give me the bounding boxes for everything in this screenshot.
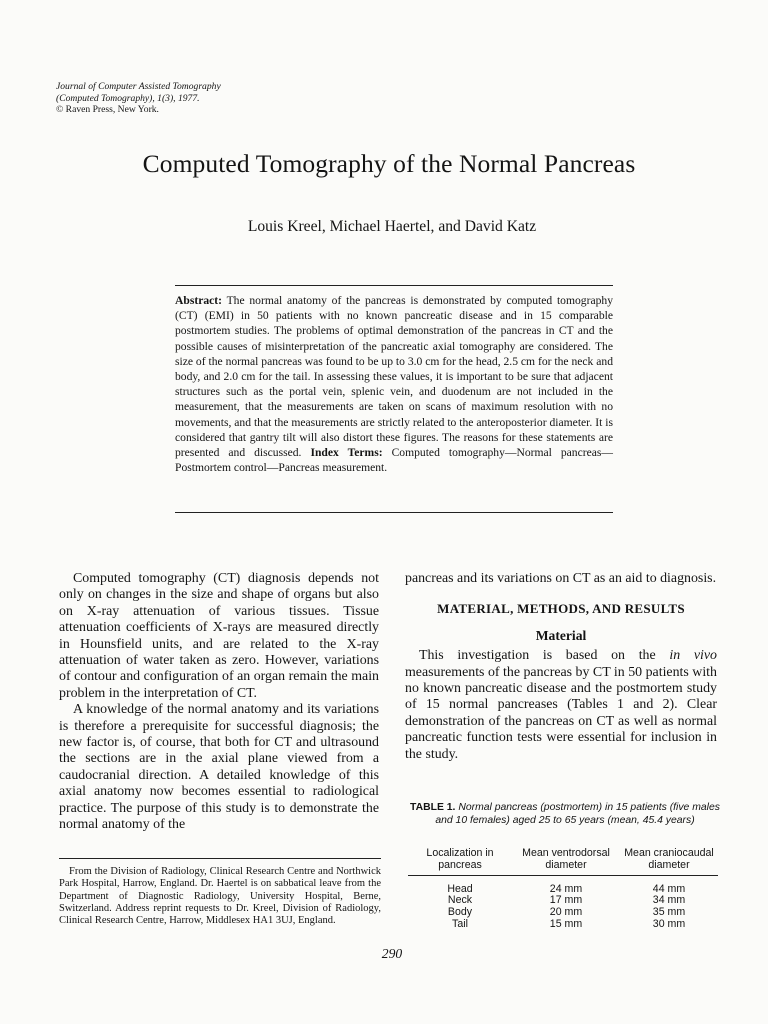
table-cell: Tail — [452, 917, 468, 930]
table-1 — [408, 847, 718, 931]
table-row — [408, 919, 718, 931]
table-1-caption-text: Normal pancreas (postmortem) in 15 patients (five males and 10 females) aged 25 to 65 years (mean, 45.4 years) — [435, 802, 720, 826]
journal-volume: (Computed Tomography), 1(3), 1977. — [56, 92, 200, 104]
abstract-text: The normal anatomy of the pancreas is demonstrated by computed tomography (CT) (EMI) in 50 patients with no known pancreatic disease and in 15 comparable postmortem studies. The problems of optimal demonstration of the pancreas in CT and the possible causes of misinterpretation of the pancreatic axial tomography are considered. The size of the normal pancreas was found to be up to 3.0 cm for the head, 2.5 cm for the neck and body, and 2.0 cm for the tail. In assessing these values, it is important to be sure that adjacent structures such as the portal vein, splenic vein, and duodenum are not included in the measurement, that the measurements are taken on scans of maximum resolution with no movements, and that the measurements are strictly related to the anteroposterior diameter. It is considered that gantry tilt will also distort these figures. The reasons for these statements are presented and discussed. — [175, 294, 613, 460]
table-cell: 17 mm — [549, 894, 583, 907]
page-number: 290 — [381, 946, 403, 961]
footnote-rule — [59, 858, 381, 859]
left-column — [59, 571, 379, 834]
table-header-cell: Localization in pancreas — [426, 847, 494, 871]
abstract-label: Abstract: — [175, 294, 223, 307]
abstract-bottom-rule — [175, 512, 613, 513]
table-1-caption — [410, 801, 720, 827]
paper-title: Computed Tomography of the Normal Pancreas — [142, 149, 636, 178]
material-paragraph: This investigation is based on the in vivo measurements of the pancreas by CT in 50 patients with no known pancreatic disease and the postmortem study of 15 normal pancreases (Tables 1 and 2). Clear demonstration of the pancreas on CT as well as normal pancreatic function tests were essential for inclusion in the study. — [405, 648, 717, 762]
table-cell: Body — [447, 906, 473, 919]
table-cell: 24 mm — [549, 882, 583, 895]
paper-authors: Louis Kreel, Michael Haertel, and David Katz — [247, 218, 537, 235]
journal-citation — [56, 81, 221, 116]
table-cell: Head — [447, 882, 473, 895]
index-terms-text: Computed tomography—Normal pancreas—Postmortem control—Pancreas measurement. — [175, 446, 614, 475]
index-terms-label: Index Terms: — [310, 446, 383, 460]
subsection-heading: Material — [535, 627, 587, 643]
section-heading: MATERIAL, METHODS, AND RESULTS — [437, 601, 685, 617]
table-cell: Neck — [447, 894, 473, 907]
table-row — [408, 875, 718, 895]
table-cell: 35 mm — [652, 906, 686, 919]
table-cell: 44 mm — [652, 882, 686, 895]
table-cell: 15 mm — [549, 917, 583, 930]
table-header-cell: Mean ventrodorsal diameter — [522, 847, 610, 871]
table-header-row — [408, 847, 718, 875]
table-cell: 30 mm — [652, 917, 686, 930]
journal-publisher: © Raven Press, New York. — [56, 104, 159, 116]
table-cell: 20 mm — [549, 906, 583, 919]
right-column — [405, 571, 717, 763]
table-cell: 34 mm — [652, 894, 686, 907]
table-1-label: TABLE 1. — [410, 802, 456, 813]
intro-paragraph-2: A knowledge of the normal anatomy and its variations is therefore a prerequisite for successful diagnosis; the new factor is, of course, that both for CT and ultrasound the sections are in the axial plane viewed from a caudocranial direction. A detailed knowledge of this axial anatomy now becomes essential to radiological practice. The purpose of this study is to demonstrate the normal anatomy of the — [59, 702, 379, 833]
abstract — [175, 293, 613, 475]
journal-name: Journal of Computer Assisted Tomography — [56, 81, 221, 92]
footnote: From the Division of Radiology, Clinical Research Centre and Northwick Park Hospital, Harrow, England. Dr. Haertel is on sabbatical leave from the Department of Diagnostic Radiology, University Hospital, Berne, Switzerland. Address reprint requests to Dr. Kreel, Division of Radiology, Clinical Research Centre, Harrow, Middlesex HA1 3UJ, England. — [59, 866, 381, 927]
abstract-top-rule — [175, 285, 613, 286]
table-header-cell: Mean craniocaudal diameter — [624, 847, 714, 871]
continued-paragraph: pancreas and its variations on CT as an aid to diagnosis. — [405, 571, 717, 586]
intro-paragraph-1: Computed tomography (CT) diagnosis depends not only on changes in the size and shape of organs but also on X-ray attenuation of various tissues. Tissue attenuation coefficients of X-rays are measured directly in Hounsfield units, and are related to the X-ray attenuation of water taken as zero. However, variations of contour and configuration of an organ remain the main problem in the interpretation of CT. — [59, 571, 379, 701]
